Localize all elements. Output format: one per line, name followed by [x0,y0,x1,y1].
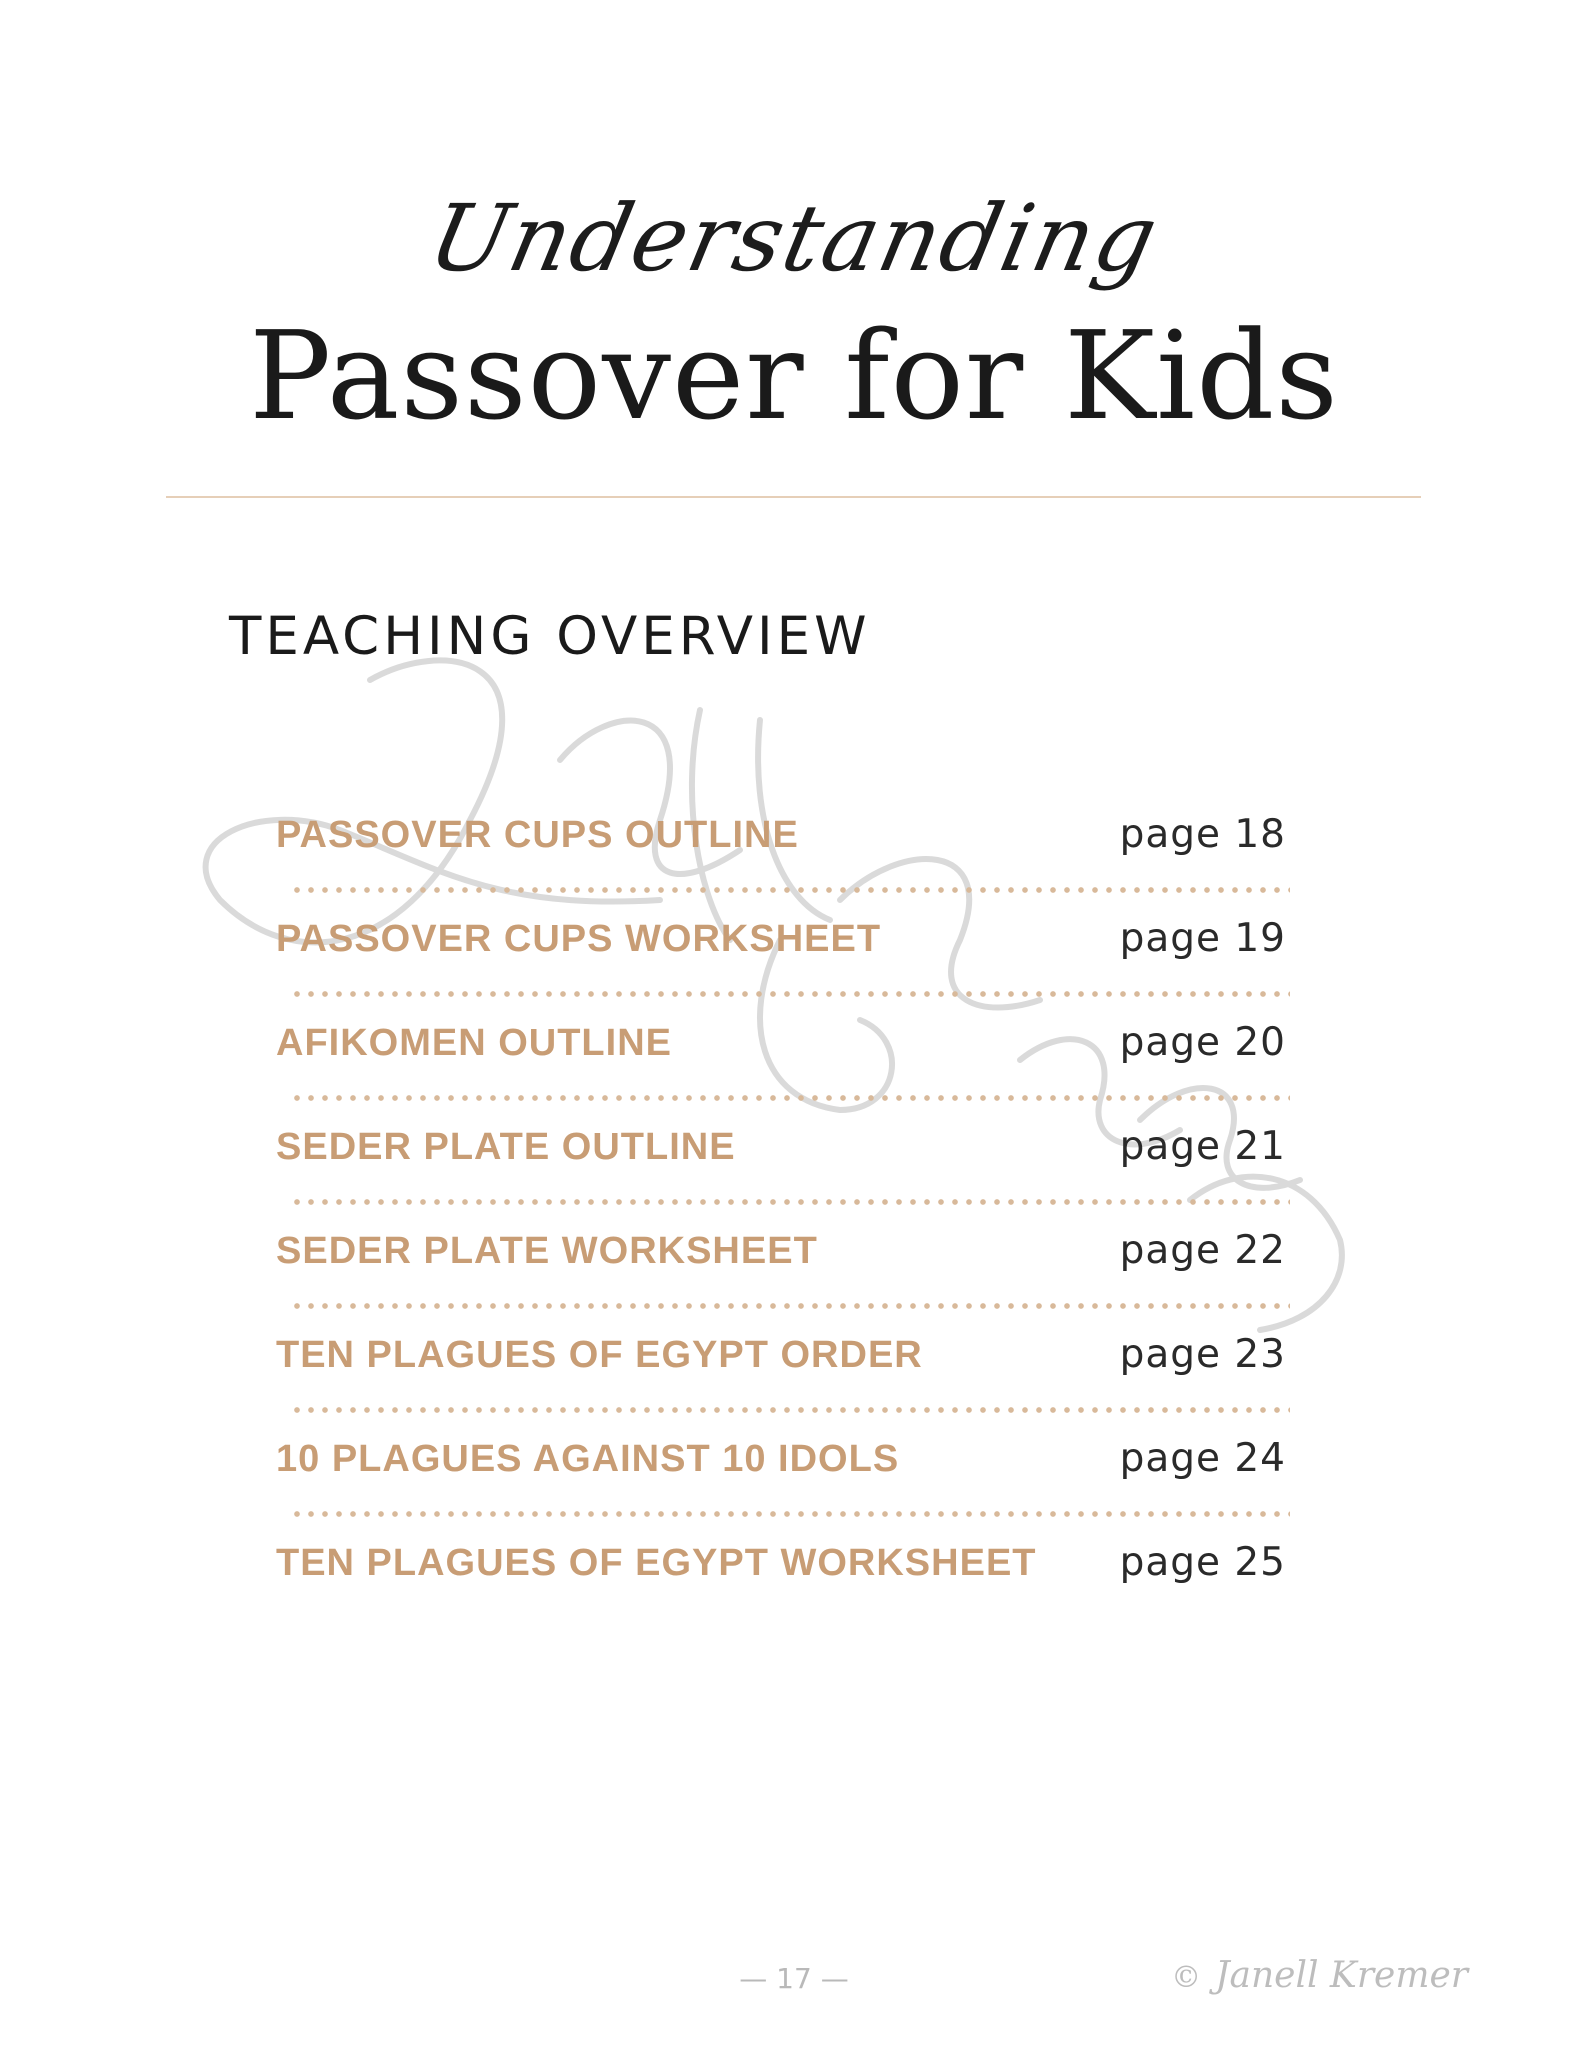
toc-item-page: page 18 [1119,812,1286,857]
script-title: Understanding [420,185,1168,292]
dotted-leader [290,1302,1290,1310]
table-of-contents [276,790,1296,1622]
dotted-leader [290,1198,1290,1206]
author-signature: Janell Kremer [1215,1955,1468,1996]
toc-item-page: page 25 [1119,1540,1286,1585]
toc-item-title: PASSOVER CUPS WORKSHEET [276,918,882,960]
toc-item-page: page 19 [1119,916,1286,961]
toc-row [276,894,1296,998]
copyright-signature [1171,1955,1468,1996]
toc-item-title: SEDER PLATE OUTLINE [276,1126,736,1168]
toc-item-page: page 21 [1119,1124,1286,1169]
toc-row [276,998,1296,1102]
toc-item-page: page 20 [1119,1020,1286,1065]
dotted-leader [290,990,1290,998]
dotted-leader [290,1406,1290,1414]
dotted-leader [290,1510,1290,1518]
section-heading: TEACHING OVERVIEW [229,606,871,667]
copyright-icon: © [1171,1960,1202,1995]
toc-row [276,1310,1296,1414]
toc-row [276,1518,1296,1622]
toc-row [276,1414,1296,1518]
page-title: Passover for Kids [249,305,1339,447]
toc-item-title: TEN PLAGUES OF EGYPT ORDER [276,1334,923,1376]
toc-row [276,790,1296,894]
toc-row [276,1102,1296,1206]
toc-item-title: TEN PLAGUES OF EGYPT WORKSHEET [276,1542,1037,1584]
dotted-leader [290,886,1290,894]
toc-row [276,1206,1296,1310]
toc-item-title: 10 PLAGUES AGAINST 10 IDOLS [276,1438,900,1480]
toc-item-title: AFIKOMEN OUTLINE [276,1022,672,1064]
dotted-leader [290,1094,1290,1102]
title-divider [166,496,1421,498]
toc-item-page: page 24 [1119,1436,1286,1481]
toc-item-page: page 23 [1119,1332,1286,1377]
toc-item-title: SEDER PLATE WORKSHEET [276,1230,818,1272]
page-number: — 17 — [739,1962,849,1995]
toc-item-title: PASSOVER CUPS OUTLINE [276,814,799,856]
toc-item-page: page 22 [1119,1228,1286,1273]
